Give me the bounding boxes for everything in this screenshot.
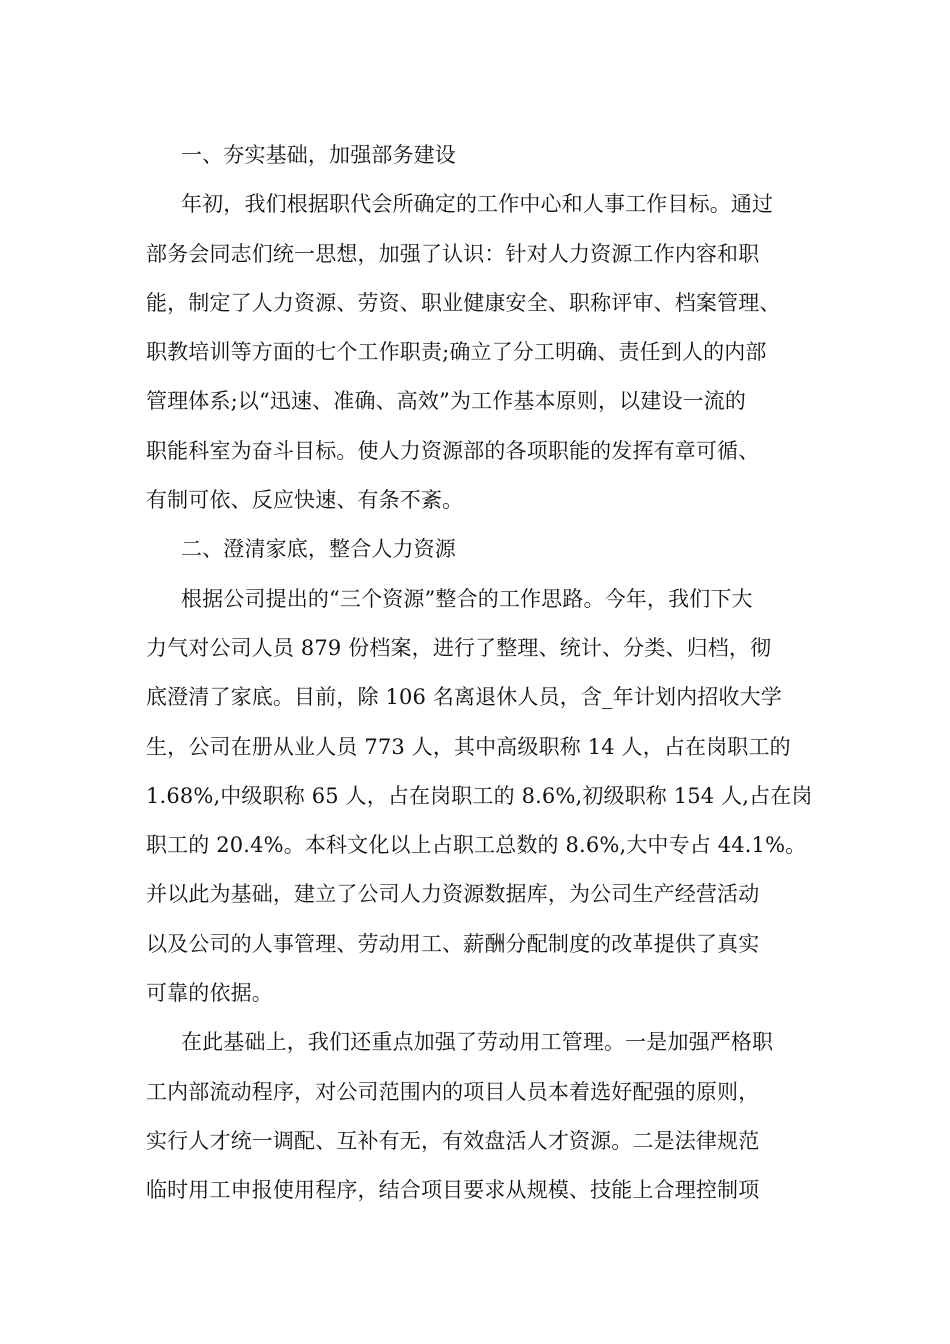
paragraph-line: 根据公司提出的“三个资源”整合的工作思路。今年，我们下大 [181, 586, 753, 611]
paragraph-line: 实行人才统一调配、互补有无，有效盘活人才资源。二是法律规范 [146, 1128, 760, 1153]
paragraph-line: 底澄清了家底。目前，除 106 名离退休人员，含_年计划内招收大学 [146, 685, 782, 710]
paragraph-line: 职教培训等方面的七个工作职责;确立了分工明确、责任到人的内部 [146, 340, 767, 365]
paragraph-line: 生，公司在册从业人员 773 人，其中高级职称 14 人，占在岗职工的 [146, 734, 791, 759]
paragraph-line: 有制可依、反应快速、有条不紊。 [146, 488, 464, 513]
paragraph-line: 临时用工申报使用程序，结合项目要求从规模、技能上合理控制项 [146, 1178, 760, 1203]
section-heading-2: 二、澄清家底，整合人力资源 [181, 537, 456, 562]
paragraph-line: 可靠的依据。 [146, 981, 273, 1006]
paragraph-line: 并以此为基础，建立了公司人力资源数据库，为公司生产经营活动 [146, 882, 760, 907]
paragraph-line: 在此基础上，我们还重点加强了劳动用工管理。一是加强严格职 [181, 1030, 774, 1055]
paragraph-line: 工内部流动程序，对公司范围内的项目人员本着选好配强的原则， [146, 1079, 760, 1104]
document-body [146, 131, 826, 1216]
paragraph-line: 部务会同志们统一思想，加强了认识：针对人力资源工作内容和职 [146, 241, 760, 266]
section-heading-1: 一、夯实基础，加强部务建设 [181, 143, 456, 167]
paragraph-line: 职能科室为奋斗目标。使人力资源部的各项职能的发挥有章可循、 [146, 438, 760, 463]
paragraph-line: 年初，我们根据职代会所确定的工作中心和人事工作目标。通过 [181, 192, 774, 217]
paragraph-line: 以及公司的人事管理、劳动用工、薪酬分配制度的改革提供了真实 [146, 931, 760, 956]
paragraph-line: 职工的 20.4%。本科文化以上占职工总数的 8.6%,大中专占 44.1%。 [146, 833, 807, 858]
paragraph-line: 能，制定了人力资源、劳资、职业健康安全、职称评审、档案管理、 [146, 290, 781, 315]
paragraph-line: 1.68%,中级职称 65 人，占在岗职工的 8.6%,初级职称 154 人,占在岗 [146, 783, 813, 808]
paragraph-line: 管理体系;以“迅速、准确、高效”为工作基本原则，以建设一流的 [146, 389, 747, 414]
paragraph-line: 力气对公司人员 879 份档案，进行了整理、统计、分类、归档，彻 [146, 635, 772, 660]
